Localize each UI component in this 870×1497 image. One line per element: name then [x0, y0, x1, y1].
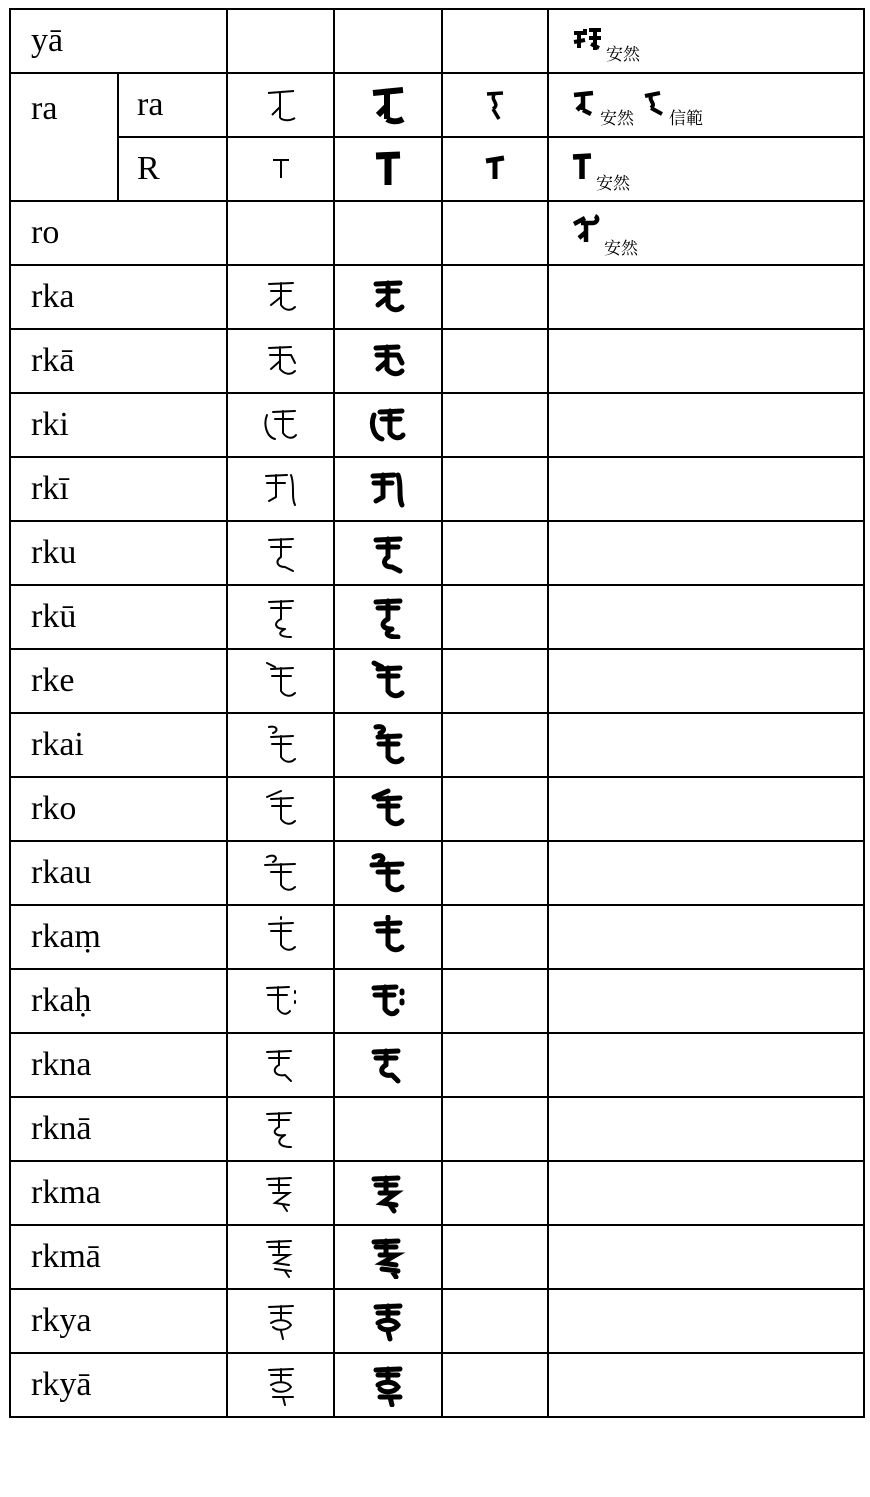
romanization-cell: rkai: [10, 713, 227, 777]
reference-item: [571, 151, 630, 194]
thin-glyph-cell: [227, 649, 334, 713]
siddham-conjunct-bold-icon: [368, 1043, 408, 1087]
reference-cell: [548, 777, 864, 841]
reference-cell: [548, 73, 864, 137]
table-row: [10, 201, 864, 265]
romanization-cell: rkma: [10, 1161, 227, 1225]
thin-glyph-cell: [227, 393, 334, 457]
table-row: [10, 137, 864, 201]
variant-glyph-cell: [442, 1161, 548, 1225]
table-row: [10, 585, 864, 649]
variant-glyph-cell: [442, 713, 548, 777]
siddham-ra-thin-icon: [264, 85, 298, 125]
bold-glyph-cell: [334, 329, 442, 393]
reference-cell: [548, 457, 864, 521]
siddham-ra-ref-alt-icon: [640, 88, 666, 118]
siddham-r-variant-icon: [482, 153, 508, 185]
thin-glyph-cell: [227, 777, 334, 841]
reference-cell: [548, 585, 864, 649]
bold-glyph-cell: [334, 1225, 442, 1289]
romanization-cell: rkū: [10, 585, 227, 649]
siddham-conjunct-thin-icon: [261, 1171, 301, 1215]
reference-tag: 安然: [600, 108, 634, 129]
table-row: [10, 841, 864, 905]
romanization-cell: rkya: [10, 1289, 227, 1353]
siddham-r-bold-icon: [373, 149, 403, 189]
reference-cell: [548, 1225, 864, 1289]
table-row: [10, 393, 864, 457]
siddham-conjunct-thin-icon: [261, 979, 301, 1023]
siddham-conjunct-bold-icon: [368, 403, 408, 447]
siddham-conjunct-thin-icon: [261, 723, 301, 767]
sub-romanization-cell: R: [118, 137, 227, 201]
reference-cell: [548, 969, 864, 1033]
reference-cell: [548, 713, 864, 777]
thin-glyph-cell: [227, 521, 334, 585]
variant-glyph-cell: [442, 1097, 548, 1161]
siddham-conjunct-bold-icon: [368, 339, 408, 383]
variant-glyph-cell: [442, 265, 548, 329]
reference-tag: 安然: [604, 238, 638, 259]
table-row: [10, 1353, 864, 1417]
siddham-ra-variant-icon: [481, 87, 509, 123]
thin-glyph-cell: [227, 1225, 334, 1289]
bold-glyph-cell: [334, 265, 442, 329]
bold-glyph-cell: [334, 969, 442, 1033]
siddham-conjunct-thin-icon: [261, 531, 301, 575]
thin-glyph-cell: [227, 329, 334, 393]
reference-tag: 安然: [606, 44, 640, 65]
siddham-conjunct-bold-icon: [368, 1363, 408, 1407]
romanization-cell: rknā: [10, 1097, 227, 1161]
siddham-conjunct-bold-icon: [368, 723, 408, 767]
siddham-r-ref-icon: [571, 151, 593, 183]
bold-glyph-cell: [334, 905, 442, 969]
siddham-conjunct-bold-icon: [368, 467, 408, 511]
thin-glyph-cell: [227, 1097, 334, 1161]
romanization-cell: rkau: [10, 841, 227, 905]
variant-glyph-cell: [442, 73, 548, 137]
variant-glyph-cell: [442, 649, 548, 713]
bold-glyph-cell: [334, 137, 442, 201]
siddham-conjunct-thin-icon: [261, 1299, 301, 1343]
table-row: [10, 329, 864, 393]
romanization-cell: rku: [10, 521, 227, 585]
table-row: [10, 1033, 864, 1097]
romanization-cell: rkyā: [10, 1353, 227, 1417]
romanization-cell: rkaḥ: [10, 969, 227, 1033]
reference-cell: [548, 1289, 864, 1353]
romanization-cell: rkaṃ: [10, 905, 227, 969]
thin-glyph-cell: [227, 457, 334, 521]
bold-glyph-cell: [334, 521, 442, 585]
bold-glyph-cell: [334, 393, 442, 457]
romanization-cell: yā: [10, 9, 227, 73]
romanization-cell: rkmā: [10, 1225, 227, 1289]
reference-cell: [548, 521, 864, 585]
thin-glyph-cell: [227, 713, 334, 777]
reference-item: [640, 88, 703, 129]
thin-glyph-cell: [227, 905, 334, 969]
variant-glyph-cell: [442, 1289, 548, 1353]
romanization-cell: rkī: [10, 457, 227, 521]
variant-glyph-cell: [442, 521, 548, 585]
bold-glyph-cell: [334, 1161, 442, 1225]
thin-glyph-cell: [227, 585, 334, 649]
siddham-conjunct-thin-icon: [261, 1043, 301, 1087]
thin-glyph-cell: [227, 137, 334, 201]
bold-glyph-cell: [334, 713, 442, 777]
siddham-conjunct-bold-icon: [368, 851, 408, 895]
thin-glyph-cell: [227, 969, 334, 1033]
reference-cell: [548, 649, 864, 713]
table-row: [10, 457, 864, 521]
table-row: [10, 649, 864, 713]
table-row: [10, 969, 864, 1033]
reference-item: [571, 214, 638, 259]
bold-glyph-cell: [334, 201, 442, 265]
reference-cell: [548, 1161, 864, 1225]
romanization-cell: rke: [10, 649, 227, 713]
siddham-conjunct-thin-icon: [261, 1107, 301, 1151]
thin-glyph-cell: [227, 1033, 334, 1097]
variant-glyph-cell: [442, 777, 548, 841]
thin-glyph-cell: [227, 1161, 334, 1225]
variant-glyph-cell: [442, 329, 548, 393]
thin-glyph-cell: [227, 201, 334, 265]
siddham-conjunct-thin-icon: [261, 1363, 301, 1407]
table-row: [10, 9, 864, 73]
siddham-ra-bold-icon: [370, 84, 406, 126]
reference-cell: [548, 905, 864, 969]
siddham-conjunct-bold-icon: [368, 595, 408, 639]
variant-glyph-cell: [442, 841, 548, 905]
siddham-conjunct-thin-icon: [261, 915, 301, 959]
bold-glyph-cell: [334, 1033, 442, 1097]
romanization-cell: ro: [10, 201, 227, 265]
variant-glyph-cell: [442, 9, 548, 73]
table-row: [10, 265, 864, 329]
thin-glyph-cell: [227, 1289, 334, 1353]
reference-cell: [548, 1353, 864, 1417]
reference-cell: [548, 841, 864, 905]
table-row: [10, 1225, 864, 1289]
variant-glyph-cell: [442, 137, 548, 201]
reference-cell: [548, 265, 864, 329]
variant-glyph-cell: [442, 1225, 548, 1289]
variant-glyph-cell: [442, 585, 548, 649]
reference-item: [571, 88, 634, 129]
reference-cell: [548, 1097, 864, 1161]
table-row: [10, 73, 864, 137]
sub-romanization-cell: ra: [118, 73, 227, 137]
reference-cell: [548, 9, 864, 73]
table-row: [10, 1289, 864, 1353]
table-row: [10, 1161, 864, 1225]
bold-glyph-cell: [334, 73, 442, 137]
romanization-cell: rkā: [10, 329, 227, 393]
siddham-conjunct-bold-icon: [368, 531, 408, 575]
table-row: [10, 713, 864, 777]
variant-glyph-cell: [442, 1033, 548, 1097]
siddham-conjunct-thin-icon: [261, 659, 301, 703]
romanization-cell: rka: [10, 265, 227, 329]
reference-cell: [548, 137, 864, 201]
thin-glyph-cell: [227, 1353, 334, 1417]
romanization-cell: ra: [10, 73, 118, 201]
reference-cell: [548, 1033, 864, 1097]
bold-glyph-cell: [334, 1289, 442, 1353]
reference-cell: [548, 329, 864, 393]
siddham-conjunct-thin-icon: [261, 595, 301, 639]
reference-cell: [548, 393, 864, 457]
siddham-conjunct-thin-icon: [261, 403, 301, 447]
siddham-conjunct-bold-icon: [368, 1299, 408, 1343]
table-row: [10, 521, 864, 585]
reference-tag: 信範: [669, 108, 703, 129]
romanization-cell: rko: [10, 777, 227, 841]
variant-glyph-cell: [442, 201, 548, 265]
romanization-cell: rki: [10, 393, 227, 457]
siddham-conjunct-bold-icon: [368, 275, 408, 319]
bold-glyph-cell: [334, 457, 442, 521]
reference-item: [571, 24, 640, 65]
table-row: [10, 905, 864, 969]
siddham-ya-glyph-icon: [571, 24, 603, 54]
variant-glyph-cell: [442, 969, 548, 1033]
siddham-conjunct-thin-icon: [261, 1235, 301, 1279]
variant-glyph-cell: [442, 457, 548, 521]
table-row: [10, 1097, 864, 1161]
siddham-conjunct-thin-icon: [261, 275, 301, 319]
variant-glyph-cell: [442, 393, 548, 457]
siddham-conjunct-bold-icon: [368, 787, 408, 831]
siddham-conjunct-thin-icon: [261, 851, 301, 895]
romanization-cell: rkna: [10, 1033, 227, 1097]
siddham-conjunct-bold-icon: [368, 915, 408, 959]
variant-glyph-cell: [442, 905, 548, 969]
bold-glyph-cell: [334, 9, 442, 73]
bold-glyph-cell: [334, 777, 442, 841]
variant-glyph-cell: [442, 1353, 548, 1417]
bold-glyph-cell: [334, 1353, 442, 1417]
siddham-conjunct-thin-icon: [261, 467, 301, 511]
siddham-conjunct-thin-icon: [261, 787, 301, 831]
siddham-conjunct-bold-icon: [368, 1171, 408, 1215]
siddham-conjunct-bold-icon: [368, 1235, 408, 1279]
siddham-conjunct-table: [9, 8, 865, 1418]
bold-glyph-cell: [334, 649, 442, 713]
table-row: [10, 777, 864, 841]
siddham-conjunct-thin-icon: [261, 339, 301, 383]
siddham-conjunct-bold-icon: [368, 659, 408, 703]
bold-glyph-cell: [334, 841, 442, 905]
thin-glyph-cell: [227, 9, 334, 73]
siddham-ra-ref-icon: [571, 88, 597, 118]
reference-tag: 安然: [596, 173, 630, 194]
reference-cell: [548, 201, 864, 265]
bold-glyph-cell: [334, 1097, 442, 1161]
siddham-conjunct-bold-icon: [368, 979, 408, 1023]
siddham-conjunct-table-sheet: [9, 8, 863, 1418]
thin-glyph-cell: [227, 73, 334, 137]
thin-glyph-cell: [227, 265, 334, 329]
siddham-r-thin-icon: [269, 154, 293, 184]
bold-glyph-cell: [334, 585, 442, 649]
siddham-ro-ref-icon: [571, 214, 601, 248]
thin-glyph-cell: [227, 841, 334, 905]
